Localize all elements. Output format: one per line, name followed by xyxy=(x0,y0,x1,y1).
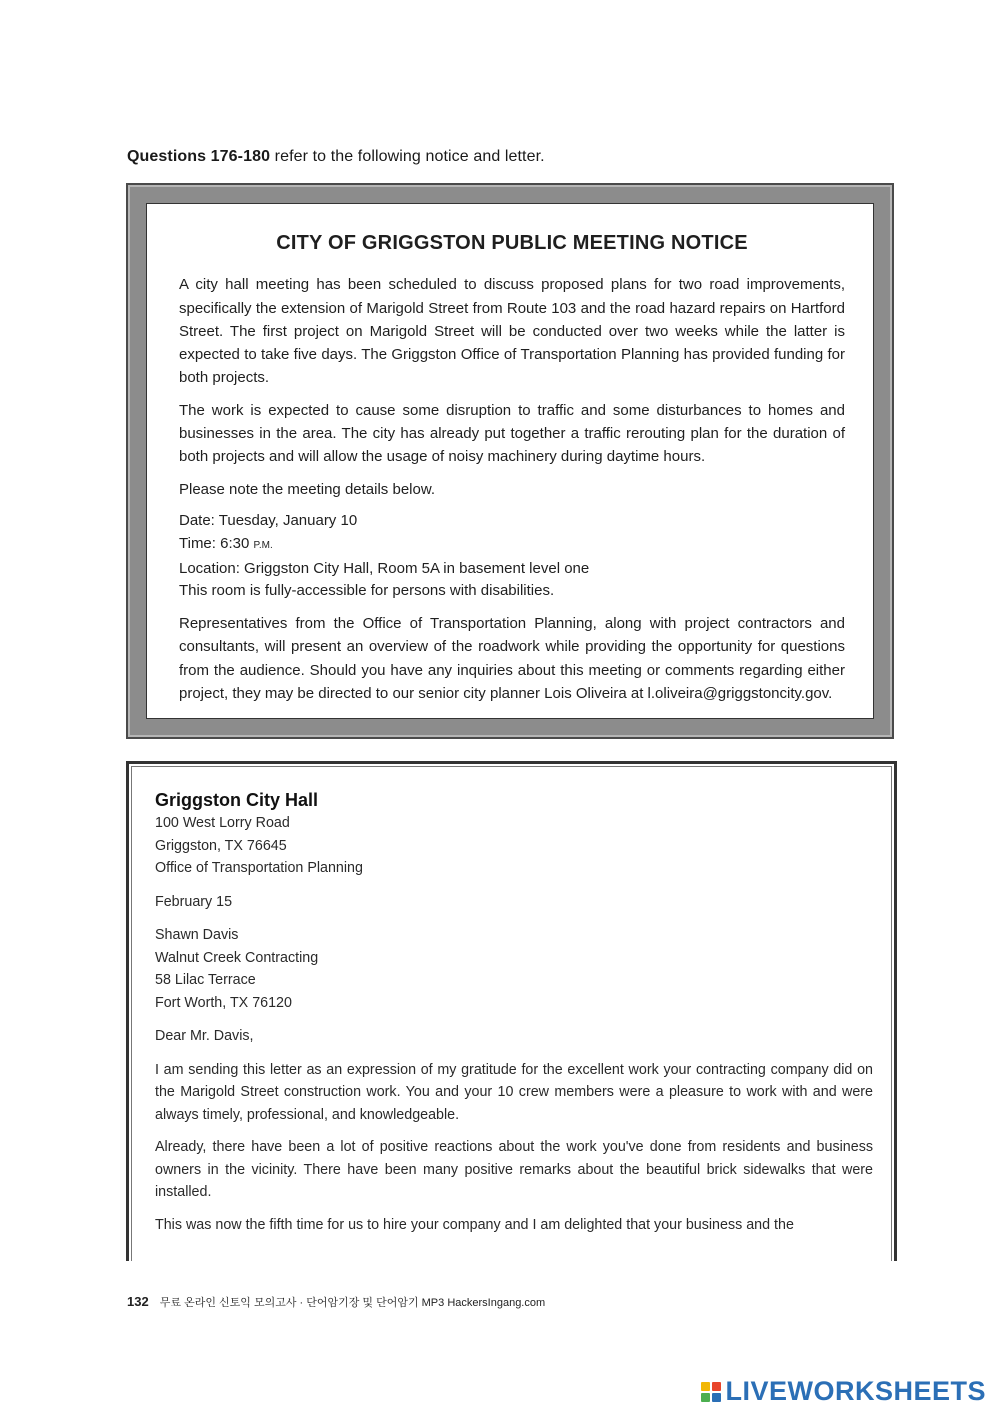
letter-org-name: Griggston City Hall xyxy=(155,790,319,810)
intro-line xyxy=(127,148,887,166)
meeting-accessibility: This room is fully-accessible for persons with disabilities. xyxy=(179,582,555,600)
sender-office: Office of Transportation Planning xyxy=(155,860,363,876)
footer-text: 무료 온라인 신토익 모의고사 · 단어암기장 및 단어암기 MP3 HackersIngang.com xyxy=(159,1297,546,1309)
letter-date: February 15 xyxy=(155,893,233,910)
page-footer xyxy=(127,1294,545,1310)
letter-paragraph-1: I am sending this letter as an expression of my gratitude for the excellent work your contracting company did on the Marigold Street construction work. You and your 10 crew members were a pleasure to work with and were always timely, professional, and knowledgeable. xyxy=(155,1061,873,1123)
notice-frame xyxy=(126,183,894,739)
recipient-name: Shawn Davis xyxy=(155,927,239,943)
notice-paragraph-3: Please note the meeting details below. xyxy=(179,480,436,498)
intro-text: refer to the following notice and letter. xyxy=(274,148,545,165)
recipient-street: 58 Lilac Terrace xyxy=(155,972,256,988)
intro-questions-range: Questions 176-180 xyxy=(127,148,271,165)
meeting-time-suffix: P.M. xyxy=(253,539,273,551)
meeting-date: Date: Tuesday, January 10 xyxy=(179,511,358,529)
brand-text: LIVEWORKSHEETS xyxy=(725,1376,986,1406)
notice-paragraph-2: The work is expected to cause some disruption to traffic and some disturbances to homes and businesses in the area. The city has already put together a traffic rerouting plan for the duration of both projects and will allow the usage of noisy machinery during daytime hours. xyxy=(179,401,845,466)
notice-paragraph-1: A city hall meeting has been scheduled to discuss proposed plans for two road improvements, specifically the extension of Marigold Street from Route 103 and the road hazard repairs on Hartford Street. The first project on Marigold Street will be conducted over two weeks while the latter is expected to take five days. The Griggston Office of Transportation Planning has provided funding for both projects. xyxy=(179,276,845,387)
meeting-time-value: Time: 6:30 xyxy=(179,534,250,552)
notice-title: CITY OF GRIGGSTON PUBLIC MEETING NOTICE xyxy=(276,232,748,254)
letter-paragraph-2: Already, there have been a lot of positive reactions about the work you've done from residents and business owners in the vicinity. There have been many positive remarks about the beautiful brick sidewalks that were installed. xyxy=(155,1139,873,1200)
notice-box xyxy=(146,203,874,719)
letter-paragraph-3: This was now the fifth time for us to hire your company and I am delighted that your business and the xyxy=(155,1216,794,1233)
notice-paragraph-4: Representatives from the Office of Transportation Planning, along with project contractors and consultants, will present an overview of the roadwork while providing the opportunity for questions from the audience. Should you have any inquiries about this meeting or comments regarding either project, they may be directed to our senior city planner Lois Oliveira at l.oliveira@griggstoncity.gov. xyxy=(179,615,845,703)
meeting-details xyxy=(179,510,845,603)
recipient-company: Walnut Creek Contracting xyxy=(155,949,319,966)
meeting-location: Location: Griggston City Hall, Room 5A in basement level one xyxy=(179,559,590,577)
letter-body xyxy=(155,788,873,1246)
recipient-city: Fort Worth, TX 76120 xyxy=(155,994,292,1011)
liveworksheets-logo-icon xyxy=(701,1382,721,1402)
sender-street: 100 West Lorry Road xyxy=(155,815,290,831)
page-number: 132 xyxy=(127,1294,149,1309)
letter-greeting: Dear Mr. Davis, xyxy=(155,1028,254,1044)
recipient-address xyxy=(155,924,873,1014)
liveworksheets-brand[interactable] xyxy=(701,1376,986,1407)
letter-frame xyxy=(126,761,897,1261)
meeting-time xyxy=(179,533,845,558)
sender-city: Griggston, TX 76645 xyxy=(155,837,287,854)
sender-address xyxy=(155,812,873,880)
